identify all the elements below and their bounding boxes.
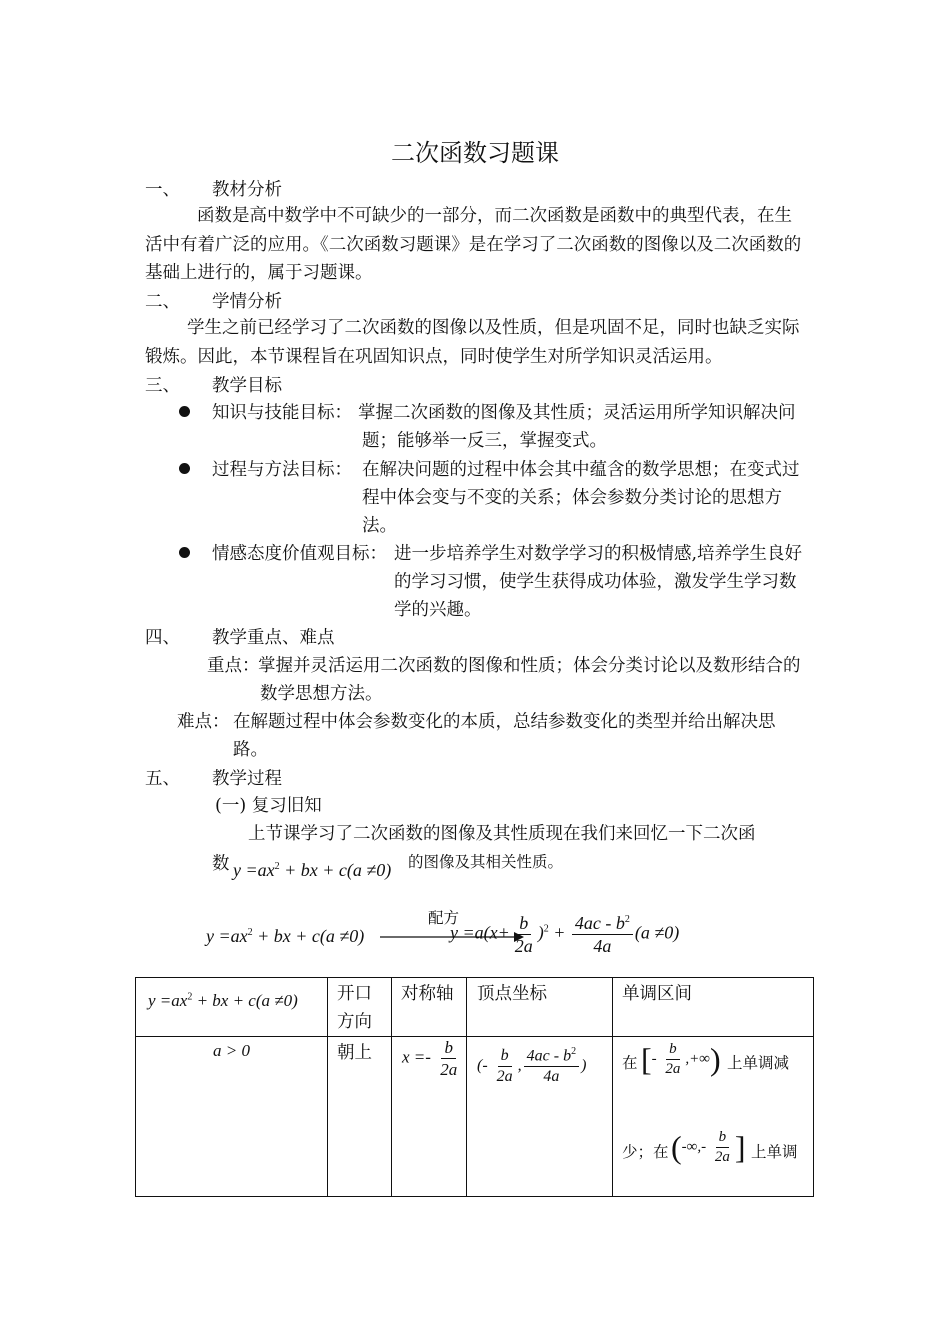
section-1-number: 一、 [145, 180, 180, 200]
decreasing-interval: [- $\frac{b}{2a}$ ,+∞) [641, 1041, 721, 1077]
table-header-axis: 对称轴 [392, 978, 467, 1037]
table-function-formula: $y =ax^2$ + bx + c(a ≠0) [148, 991, 298, 1010]
table-header-monotonic: 单调区间 [613, 978, 814, 1037]
goal-2-text: 在解决问题的过程中体会其中蕴含的数学思想；在变式过程中体会变与不变的关系；体会参数分类讨论的思想方法。 [362, 460, 800, 536]
table-cell-condition: a > 0 [136, 1037, 328, 1197]
section-3-number: 三、 [145, 376, 180, 396]
table-cell-monotonic [613, 1037, 814, 1197]
section-2-number: 二、 [145, 292, 180, 312]
review-text-line-1: 上节课学习了二次函数的图像及其性质现在我们来回忆一下二次函 [248, 824, 756, 844]
table-row [136, 1037, 814, 1197]
monotonic-text-4: 上单调 [751, 1143, 798, 1161]
goal-3-text: 进一步培养学生对数学学习的积极情感,培养学生良好的学习习惯，使学生获得成功体验，激发学生学习数学的兴趣。 [394, 544, 803, 620]
difficulty-label: 难点： [177, 712, 230, 732]
section-1-heading: 教材分析 [212, 180, 282, 200]
section-2-heading: 学情分析 [212, 292, 282, 312]
properties-table [135, 977, 814, 1197]
table-header-function [136, 978, 328, 1037]
increasing-interval: (-∞,- $\frac{b}{2a}$ ] [671, 1129, 746, 1165]
goal-1-label: 知识与技能目标： [212, 403, 352, 423]
review-text-line-2a: 数 [212, 854, 230, 874]
monotonic-text-3: 少；在 [622, 1143, 669, 1161]
bullet-icon [179, 463, 190, 474]
vertex-formula: (- $\frac{b}{2a}$ , $\frac{4ac - b^2}{4a}$ ) [477, 1046, 587, 1086]
monotonic-text-1: 在 [622, 1054, 638, 1072]
section-3-heading: 教学目标 [212, 376, 282, 396]
table-header-opening: 开口方向 [328, 978, 392, 1037]
table-header-vertex: 顶点坐标 [467, 978, 613, 1037]
section-4-number: 四、 [145, 628, 180, 648]
subsection-title: (一) 复习旧知 [215, 796, 322, 816]
vertex-form-formula: y =a(x+ $\frac{b}{2a}$ )$^2$ + $\frac{4ac - b^2}{4a}$ (a ≠0) [450, 913, 680, 956]
symmetry-axis-formula: x =- $\frac{b}{2a}$ [402, 1038, 458, 1079]
key-point-label: 重点： [207, 656, 260, 676]
key-point-text: 掌握并灵活运用二次函数的图像和性质；体会分类讨论以及数形结合的数学思想方法。 [258, 656, 801, 704]
page-title: 二次函数习题课 [391, 139, 559, 167]
goal-2-label: 过程与方法目标： [212, 460, 352, 480]
table-cell-vertex [467, 1037, 613, 1197]
monotonic-text-2: 上单调减 [727, 1054, 790, 1072]
goal-1-text: 掌握二次函数的图像及其性质；灵活运用所学知识解决问题；能够举一反三，掌握变式。 [358, 403, 796, 451]
table-cell-axis [392, 1037, 467, 1197]
section-1-body: 函数是高中数学中不可缺少的一部分，而二次函数是函数中的典型代表，在生活中有着广泛的应用。《二次函数习题课》是在学习了二次函数的图像以及二次函数的基础上进行的，属于习题课。 [145, 206, 802, 283]
difficulty-text: 在解题过程中体会参数变化的本质，总结参数变化的类型并给出解决思路。 [233, 712, 776, 760]
bullet-icon [179, 406, 190, 417]
goal-3-label: 情感态度价值观目标： [212, 544, 387, 564]
section-4-heading: 教学重点、难点 [212, 628, 335, 648]
section-5-heading: 教学过程 [212, 769, 282, 789]
section-2-body: 学生之前已经学习了二次函数的图像以及性质，但是巩固不足，同时也缺乏实际锻炼。因此，本节课程旨在巩固知识点，同时使学生对所学知识灵活运用。 [145, 318, 800, 367]
bullet-icon [179, 547, 190, 558]
review-text-line-2b: 的图像及其相关性质。 [408, 853, 564, 871]
section-5-number: 五、 [145, 769, 180, 789]
table-header-row [136, 978, 814, 1037]
standard-form-formula: $y =ax^2$ + bx + c(a ≠0) [206, 926, 365, 946]
table-cell-opening: 朝上 [328, 1037, 392, 1197]
quadratic-formula: $y =ax^2$ + bx + c(a ≠0) [233, 860, 392, 880]
completing-square-label: 配方 [428, 909, 460, 927]
